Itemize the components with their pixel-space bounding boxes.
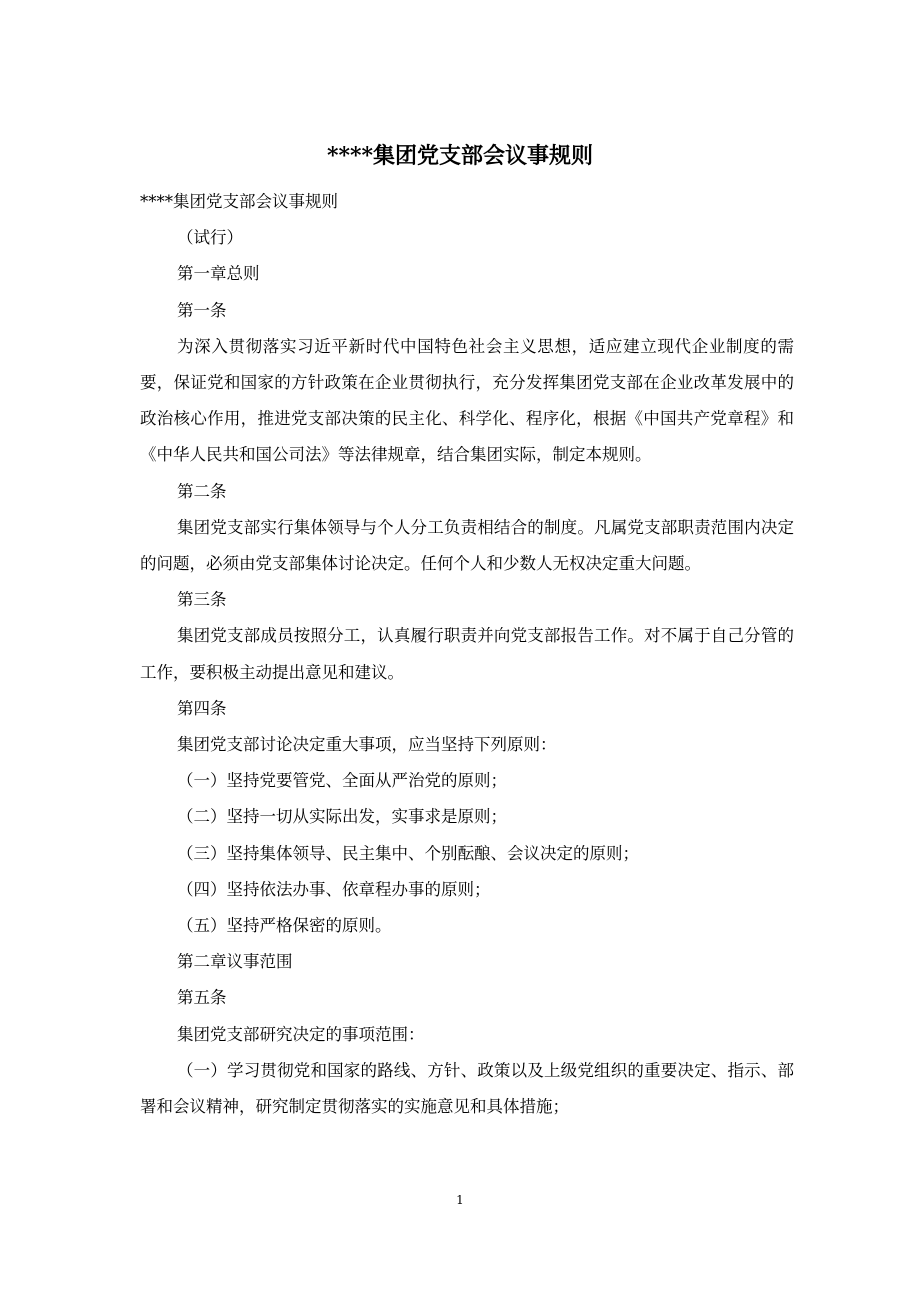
article-heading: 第三条 (177, 590, 227, 610)
list-item: （一）坚持党要管党、全面从严治党的原则； (177, 771, 507, 791)
list-item: （三）坚持集体领导、民主集中、个别酝酿、会议决定的原则； (177, 843, 639, 863)
paragraph: 集团党支部成员按照分工，认真履行职责并向党支部报告工作。对不属于自己分管的工作，要积极主动提出意见和建议。 (140, 626, 794, 682)
page-number: 1 (456, 1193, 464, 1207)
paragraph: 集团党支部实行集体领导与个人分工负责相结合的制度。凡属党支部职责范围内决定的问题，必须由党支部集体讨论决定。任何个人和少数人无权决定重大问题。 (140, 517, 794, 574)
article-heading: 第五条 (177, 988, 227, 1008)
article-heading: 第四条 (177, 698, 227, 718)
paragraph: 集团党支部研究决定的事项范围： (177, 1024, 425, 1044)
article-heading: 第一条 (177, 300, 227, 320)
paragraph: 集团党支部讨论决定重大事项，应当坚持下列原则： (177, 735, 557, 755)
list-item: （二）坚持一切从实际出发，实事求是原则； (177, 807, 507, 827)
chapter-heading: 第二章议事范围 (177, 952, 293, 972)
chapter-heading: 第一章总则 (177, 264, 260, 284)
document-body (140, 184, 794, 1125)
list-item: （一）学习贯彻党和国家的路线、方针、政策以及上级党组织的重要决定、指示、部署和会议精神，研究制定贯彻落实的实施意见和具体措施； (140, 1060, 794, 1117)
paragraph: 为深入贯彻落实习近平新时代中国特色社会主义思想，适应建立现代企业制度的需要，保证党和国家的方针政策在企业贯彻执行，充分发挥集团党支部在企业改革发展中的政治核心作用，推进党支部决策的民主化、科学化、程序化，根据《中国共产党章程》和《中华人民共和国公司法》等法律规章，结合集团实际，制定本规则。 (140, 336, 794, 465)
list-item: （五）坚持严格保密的原则。 (177, 916, 392, 936)
article-heading: 第二条 (177, 481, 227, 501)
paragraph: （试行） (177, 228, 243, 248)
paragraph: ****集团党支部会议事规则 (140, 192, 338, 211)
list-item: （四）坚持依法办事、依章程办事的原则； (177, 879, 491, 899)
document-title: ****集团党支部会议事规则 (326, 143, 594, 169)
